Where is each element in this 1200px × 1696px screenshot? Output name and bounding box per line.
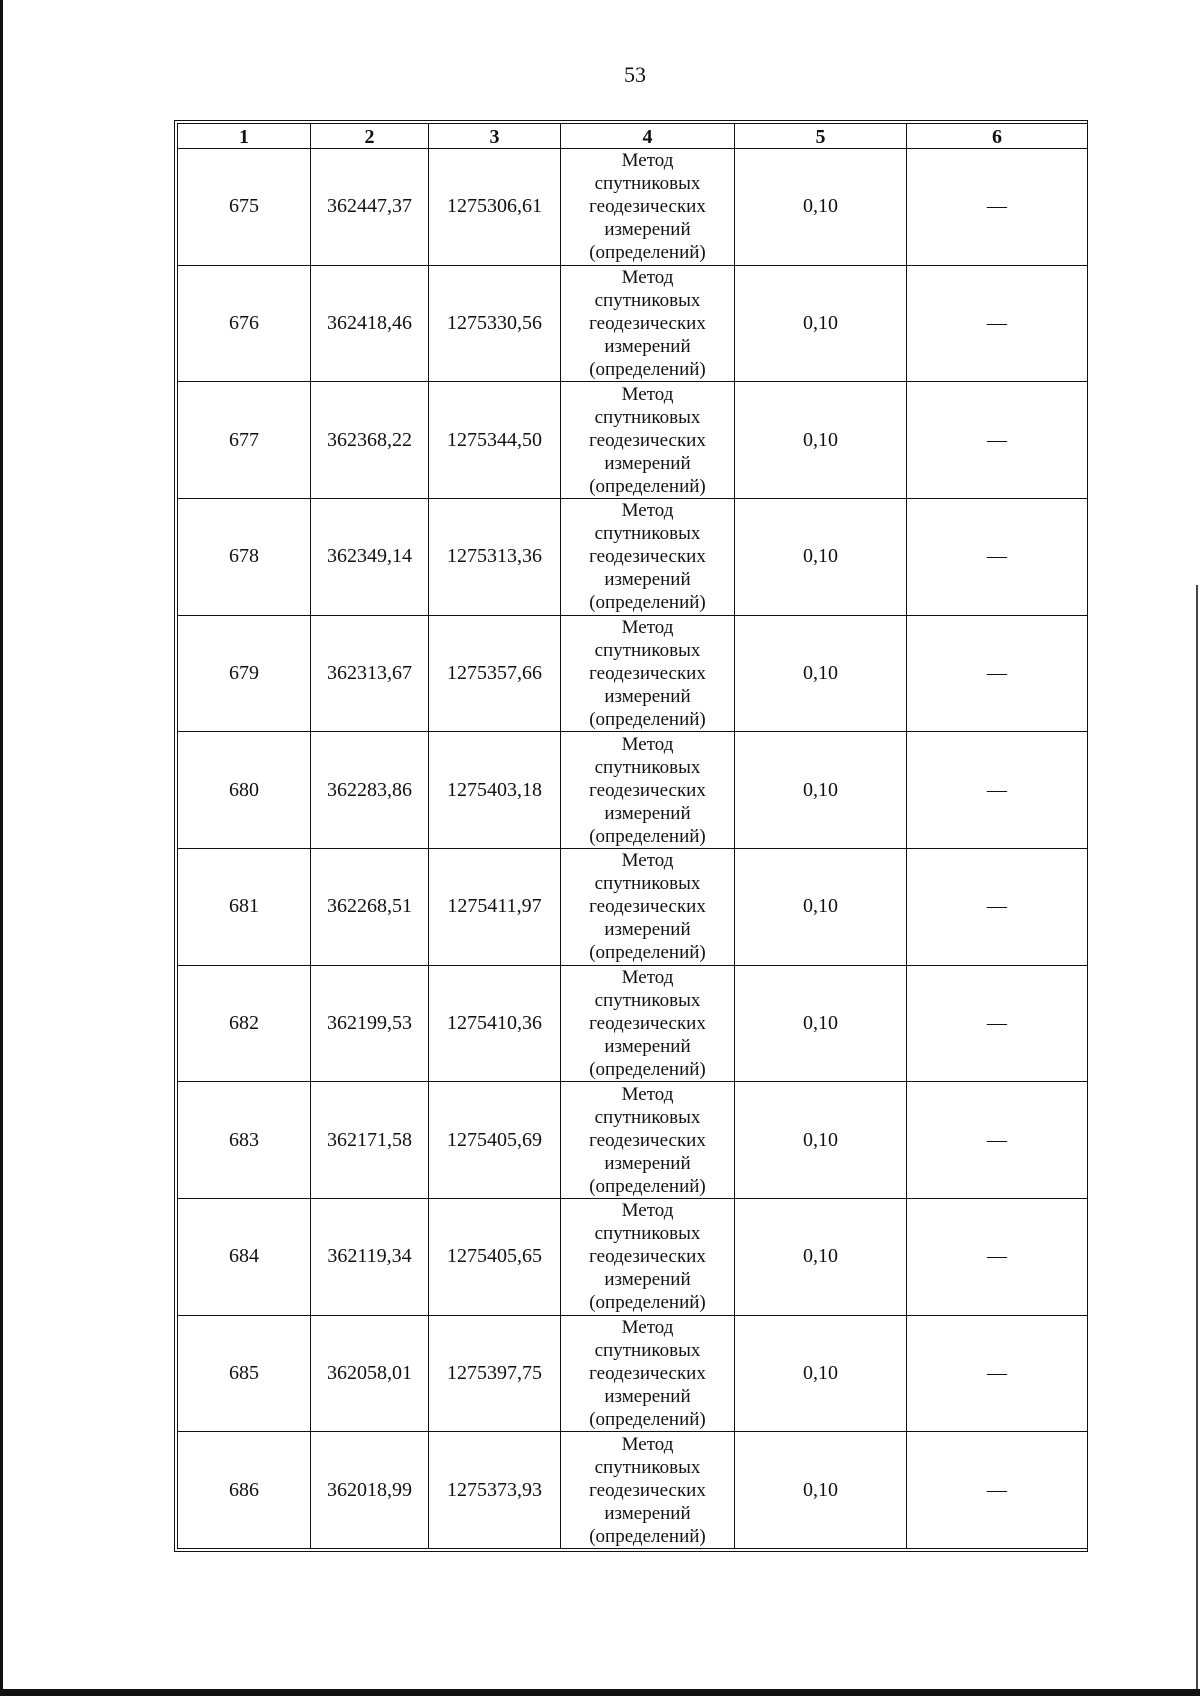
note-cell: — bbox=[907, 382, 1088, 499]
accuracy-cell: 0,10 bbox=[735, 615, 907, 732]
accuracy-cell: 0,10 bbox=[735, 1082, 907, 1199]
accuracy-cell: 0,10 bbox=[735, 382, 907, 499]
note-cell: — bbox=[907, 1315, 1088, 1432]
method-text: Метод спутниковых геодезических измерений (определений) bbox=[589, 617, 706, 731]
table-row bbox=[178, 149, 1088, 266]
method-cell bbox=[561, 265, 735, 382]
point-number-cell: 681 bbox=[178, 848, 311, 965]
accuracy-cell: 0,10 bbox=[735, 1432, 907, 1549]
table-row bbox=[178, 1198, 1088, 1315]
coordinates-table bbox=[177, 123, 1088, 1549]
x-coordinate-cell: 362418,46 bbox=[311, 265, 429, 382]
method-text: Метод спутниковых геодезических измерений (определений) bbox=[589, 733, 706, 847]
point-number-cell: 680 bbox=[178, 732, 311, 849]
y-coordinate-cell: 1275411,97 bbox=[429, 848, 561, 965]
method-cell bbox=[561, 499, 735, 616]
y-coordinate-cell: 1275306,61 bbox=[429, 149, 561, 266]
table-row bbox=[178, 1432, 1088, 1549]
method-text: Метод спутниковых геодезических измерений (определений) bbox=[589, 850, 706, 964]
method-cell bbox=[561, 1198, 735, 1315]
method-cell bbox=[561, 1082, 735, 1199]
method-cell bbox=[561, 1315, 735, 1432]
method-cell bbox=[561, 965, 735, 1082]
method-cell bbox=[561, 848, 735, 965]
note-cell: — bbox=[907, 615, 1088, 732]
column-header-4: 4 bbox=[561, 124, 735, 149]
method-cell bbox=[561, 382, 735, 499]
table-header-row bbox=[178, 124, 1088, 149]
method-text: Метод спутниковых геодезических измерений (определений) bbox=[589, 1200, 706, 1314]
note-cell: — bbox=[907, 732, 1088, 849]
point-number-cell: 676 bbox=[178, 265, 311, 382]
note-cell: — bbox=[907, 848, 1088, 965]
coordinates-table-frame bbox=[174, 120, 1088, 1552]
column-header-5: 5 bbox=[735, 124, 907, 149]
x-coordinate-cell: 362199,53 bbox=[311, 965, 429, 1082]
column-header-2: 2 bbox=[311, 124, 429, 149]
point-number-cell: 682 bbox=[178, 965, 311, 1082]
note-cell: — bbox=[907, 965, 1088, 1082]
point-number-cell: 683 bbox=[178, 1082, 311, 1199]
point-number-cell: 679 bbox=[178, 615, 311, 732]
y-coordinate-cell: 1275405,65 bbox=[429, 1198, 561, 1315]
y-coordinate-cell: 1275330,56 bbox=[429, 265, 561, 382]
point-number-cell: 675 bbox=[178, 149, 311, 266]
note-cell: — bbox=[907, 1082, 1088, 1199]
method-text: Метод спутниковых геодезических измерений (определений) bbox=[589, 1433, 706, 1547]
column-header-1: 1 bbox=[178, 124, 311, 149]
accuracy-cell: 0,10 bbox=[735, 848, 907, 965]
x-coordinate-cell: 362119,34 bbox=[311, 1198, 429, 1315]
scan-edge-bottom bbox=[0, 1689, 1200, 1696]
method-cell bbox=[561, 615, 735, 732]
method-text: Метод спутниковых геодезических измерений (определений) bbox=[589, 267, 706, 381]
note-cell: — bbox=[907, 499, 1088, 616]
method-cell bbox=[561, 149, 735, 266]
x-coordinate-cell: 362313,67 bbox=[311, 615, 429, 732]
point-number-cell: 685 bbox=[178, 1315, 311, 1432]
y-coordinate-cell: 1275344,50 bbox=[429, 382, 561, 499]
y-coordinate-cell: 1275373,93 bbox=[429, 1432, 561, 1549]
method-text: Метод спутниковых геодезических измерений (определений) bbox=[589, 1316, 706, 1430]
page-number: 53 bbox=[624, 62, 646, 87]
table-row bbox=[178, 1315, 1088, 1432]
y-coordinate-cell: 1275403,18 bbox=[429, 732, 561, 849]
accuracy-cell: 0,10 bbox=[735, 732, 907, 849]
note-cell: — bbox=[907, 1432, 1088, 1549]
method-text: Метод спутниковых геодезических измерений (определений) bbox=[589, 1083, 706, 1197]
table-row bbox=[178, 382, 1088, 499]
method-text: Метод спутниковых геодезических измерений (определений) bbox=[589, 383, 706, 497]
scan-edge-right bbox=[1196, 585, 1198, 1696]
x-coordinate-cell: 362268,51 bbox=[311, 848, 429, 965]
point-number-cell: 678 bbox=[178, 499, 311, 616]
x-coordinate-cell: 362283,86 bbox=[311, 732, 429, 849]
point-number-cell: 686 bbox=[178, 1432, 311, 1549]
point-number-cell: 677 bbox=[178, 382, 311, 499]
note-cell: — bbox=[907, 149, 1088, 266]
accuracy-cell: 0,10 bbox=[735, 499, 907, 616]
y-coordinate-cell: 1275313,36 bbox=[429, 499, 561, 616]
x-coordinate-cell: 362368,22 bbox=[311, 382, 429, 499]
accuracy-cell: 0,10 bbox=[735, 265, 907, 382]
method-text: Метод спутниковых геодезических измерений (определений) bbox=[589, 966, 706, 1080]
accuracy-cell: 0,10 bbox=[735, 1198, 907, 1315]
method-cell bbox=[561, 732, 735, 849]
x-coordinate-cell: 362058,01 bbox=[311, 1315, 429, 1432]
accuracy-cell: 0,10 bbox=[735, 149, 907, 266]
y-coordinate-cell: 1275410,36 bbox=[429, 965, 561, 1082]
table-row bbox=[178, 499, 1088, 616]
point-number-cell: 684 bbox=[178, 1198, 311, 1315]
method-text: Метод спутниковых геодезических измерений (определений) bbox=[589, 150, 706, 264]
table-row bbox=[178, 848, 1088, 965]
scan-edge-left bbox=[0, 0, 3, 1696]
table-row bbox=[178, 265, 1088, 382]
accuracy-cell: 0,10 bbox=[735, 965, 907, 1082]
x-coordinate-cell: 362018,99 bbox=[311, 1432, 429, 1549]
accuracy-cell: 0,10 bbox=[735, 1315, 907, 1432]
x-coordinate-cell: 362349,14 bbox=[311, 499, 429, 616]
table-row bbox=[178, 1082, 1088, 1199]
y-coordinate-cell: 1275405,69 bbox=[429, 1082, 561, 1199]
column-header-3: 3 bbox=[429, 124, 561, 149]
y-coordinate-cell: 1275357,66 bbox=[429, 615, 561, 732]
x-coordinate-cell: 362171,58 bbox=[311, 1082, 429, 1199]
y-coordinate-cell: 1275397,75 bbox=[429, 1315, 561, 1432]
note-cell: — bbox=[907, 265, 1088, 382]
table-row bbox=[178, 615, 1088, 732]
method-cell bbox=[561, 1432, 735, 1549]
column-header-6: 6 bbox=[907, 124, 1088, 149]
table-body bbox=[178, 124, 1088, 1549]
table-row bbox=[178, 965, 1088, 1082]
table-row bbox=[178, 732, 1088, 849]
method-text: Метод спутниковых геодезических измерений (определений) bbox=[589, 500, 706, 614]
note-cell: — bbox=[907, 1198, 1088, 1315]
x-coordinate-cell: 362447,37 bbox=[311, 149, 429, 266]
